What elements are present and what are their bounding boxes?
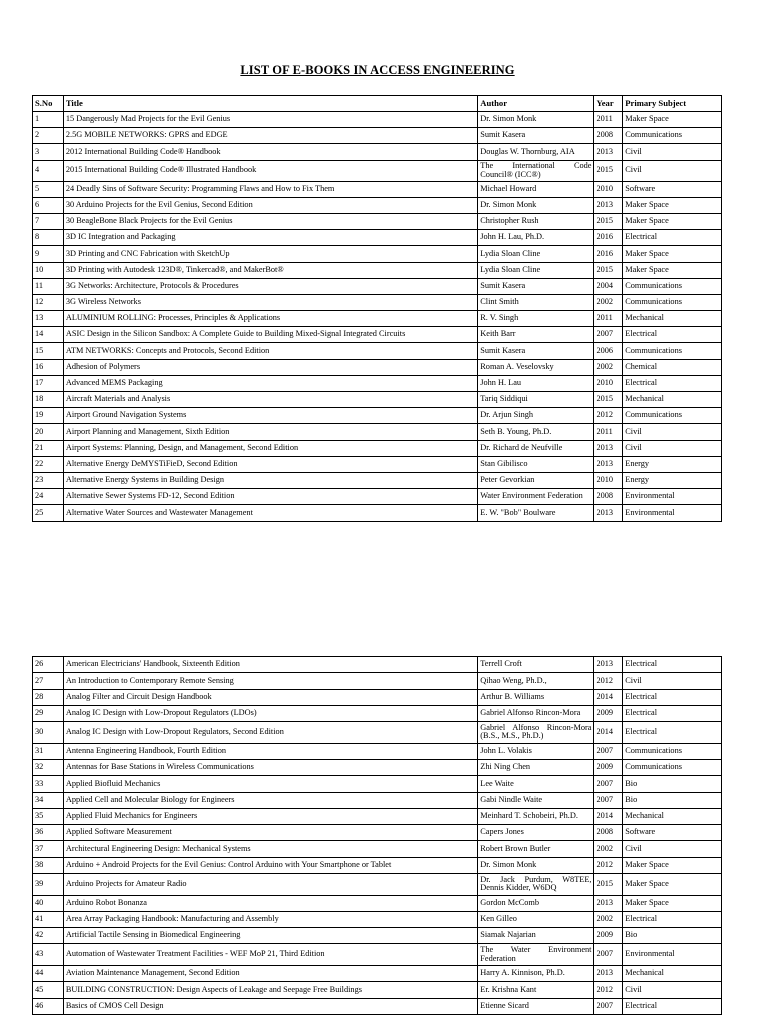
cell-sno: 28 <box>33 689 64 705</box>
cell-title: Arduino Projects for Amateur Radio <box>63 874 477 896</box>
table-row <box>33 911 722 927</box>
cell-title: 15 Dangerously Mad Projects for the Evil Genius <box>63 112 477 128</box>
table-row <box>33 722 722 744</box>
table-row <box>33 705 722 721</box>
cell-subject: Mechanical <box>623 808 722 824</box>
cell-title: Adhesion of Polymers <box>63 359 477 375</box>
cell-author: Sumit Kasera <box>478 278 594 294</box>
cell-subject: Bio <box>623 928 722 944</box>
cell-title: 2015 International Building Code® Illustrated Handbook <box>63 160 477 181</box>
cell-subject: Civil <box>623 144 722 160</box>
cell-sno: 40 <box>33 895 64 911</box>
table-row <box>33 440 722 456</box>
cell-author: Douglas W. Thornburg, AIA <box>478 144 594 160</box>
cell-subject: Maker Space <box>623 857 722 873</box>
cell-year: 2013 <box>594 144 623 160</box>
table-row <box>33 505 722 521</box>
ebooks-table-part-2 <box>32 656 722 1015</box>
table-row <box>33 375 722 391</box>
cell-year: 2010 <box>594 472 623 488</box>
cell-sno: 44 <box>33 965 64 981</box>
cell-sno: 29 <box>33 705 64 721</box>
cell-title: ASIC Design in the Silicon Sandbox: A Complete Guide to Building Mixed-Signal Integrated Circuits <box>63 327 477 343</box>
cell-sno: 25 <box>33 505 64 521</box>
cell-title: 2012 International Building Code® Handbook <box>63 144 477 160</box>
cell-year: 2007 <box>594 327 623 343</box>
table-row <box>33 895 722 911</box>
cell-author: Dr. Jack Purdum, W8TEE, Dennis Kidder, W6DQ <box>478 874 594 896</box>
cell-title: 3D Printing and CNC Fabrication with SketchUp <box>63 246 477 262</box>
cell-author: Clint Smith <box>478 294 594 310</box>
cell-subject: Communications <box>623 743 722 759</box>
cell-year: 2013 <box>594 440 623 456</box>
table-row <box>33 408 722 424</box>
cell-subject: Maker Space <box>623 874 722 896</box>
table-row <box>33 359 722 375</box>
cell-author: Harry A. Kinnison, Ph.D. <box>478 965 594 981</box>
cell-title: Arduino Robot Bonanza <box>63 895 477 911</box>
cell-subject: Mechanical <box>623 311 722 327</box>
cell-year: 2014 <box>594 722 623 744</box>
cell-author: Gordon McComb <box>478 895 594 911</box>
cell-sno: 42 <box>33 928 64 944</box>
cell-sno: 5 <box>33 181 64 197</box>
cell-author: Lydia Sloan Cline <box>478 246 594 262</box>
cell-year: 2016 <box>594 246 623 262</box>
table-row <box>33 489 722 505</box>
cell-author: Arthur B. Williams <box>478 689 594 705</box>
table-row <box>33 160 722 181</box>
header-author: Author <box>478 96 594 112</box>
cell-sno: 22 <box>33 456 64 472</box>
cell-title: 3D IC Integration and Packaging <box>63 230 477 246</box>
cell-sno: 35 <box>33 808 64 824</box>
cell-title: Aviation Maintenance Management, Second Edition <box>63 965 477 981</box>
cell-year: 2011 <box>594 311 623 327</box>
cell-title: Applied Software Measurement <box>63 825 477 841</box>
table-row <box>33 327 722 343</box>
cell-author: Peter Gevorkian <box>478 472 594 488</box>
cell-subject: Mechanical <box>623 965 722 981</box>
cell-year: 2013 <box>594 505 623 521</box>
table-row <box>33 181 722 197</box>
cell-author: Dr. Simon Monk <box>478 112 594 128</box>
cell-author: Gabriel Alfonso Rincon-Mora (B.S., M.S., Ph.D.) <box>478 722 594 744</box>
cell-author: Terrell Croft <box>478 657 594 673</box>
cell-year: 2007 <box>594 743 623 759</box>
cell-sno: 31 <box>33 743 64 759</box>
cell-title: BUILDING CONSTRUCTION: Design Aspects of Leakage and Seepage Free Buildings <box>63 982 477 998</box>
cell-sno: 16 <box>33 359 64 375</box>
cell-sno: 43 <box>33 944 64 966</box>
table-row <box>33 213 722 229</box>
cell-year: 2015 <box>594 392 623 408</box>
table-row <box>33 982 722 998</box>
cell-author: Keith Barr <box>478 327 594 343</box>
table-row <box>33 759 722 775</box>
cell-title: Airport Planning and Management, Sixth Edition <box>63 424 477 440</box>
cell-title: Architectural Engineering Design: Mechanical Systems <box>63 841 477 857</box>
cell-sno: 26 <box>33 657 64 673</box>
header-year: Year <box>594 96 623 112</box>
cell-subject: Maker Space <box>623 213 722 229</box>
cell-title: Applied Fluid Mechanics for Engineers <box>63 808 477 824</box>
cell-sno: 45 <box>33 982 64 998</box>
table-row <box>33 128 722 144</box>
cell-title: ATM NETWORKS: Concepts and Protocols, Second Edition <box>63 343 477 359</box>
cell-subject: Electrical <box>623 657 722 673</box>
cell-sno: 33 <box>33 776 64 792</box>
cell-year: 2008 <box>594 825 623 841</box>
cell-author: Seth B. Young, Ph.D. <box>478 424 594 440</box>
table-row <box>33 294 722 310</box>
table-row <box>33 825 722 841</box>
cell-year: 2006 <box>594 343 623 359</box>
table-row <box>33 841 722 857</box>
table-row <box>33 808 722 824</box>
cell-year: 2008 <box>594 489 623 505</box>
cell-title: 24 Deadly Sins of Software Security: Programming Flaws and How to Fix Them <box>63 181 477 197</box>
document-title: LIST OF E-BOOKS IN ACCESS ENGINEERING <box>240 63 515 77</box>
cell-sno: 2 <box>33 128 64 144</box>
cell-sno: 13 <box>33 311 64 327</box>
cell-sno: 8 <box>33 230 64 246</box>
cell-author: Etienne Sicard <box>478 998 594 1014</box>
cell-year: 2007 <box>594 776 623 792</box>
cell-subject: Electrical <box>623 230 722 246</box>
table-row <box>33 965 722 981</box>
cell-year: 2015 <box>594 874 623 896</box>
cell-sno: 14 <box>33 327 64 343</box>
cell-year: 2002 <box>594 359 623 375</box>
table-row <box>33 311 722 327</box>
cell-title: Analog IC Design with Low-Dropout Regulators, Second Edition <box>63 722 477 744</box>
cell-year: 2007 <box>594 944 623 966</box>
cell-subject: Communications <box>623 278 722 294</box>
table-row <box>33 197 722 213</box>
table-row <box>33 343 722 359</box>
table-row <box>33 857 722 873</box>
table-row <box>33 743 722 759</box>
ebooks-table-part-1 <box>32 95 722 522</box>
cell-year: 2012 <box>594 408 623 424</box>
cell-subject: Electrical <box>623 911 722 927</box>
cell-year: 2014 <box>594 808 623 824</box>
cell-subject: Bio <box>623 776 722 792</box>
cell-sno: 39 <box>33 874 64 896</box>
cell-subject: Maker Space <box>623 246 722 262</box>
cell-year: 2004 <box>594 278 623 294</box>
cell-subject: Electrical <box>623 327 722 343</box>
cell-title: Alternative Sewer Systems FD-12, Second Edition <box>63 489 477 505</box>
cell-author: Meinhard T. Schobeiri, Ph.D. <box>478 808 594 824</box>
cell-sno: 38 <box>33 857 64 873</box>
cell-title: Alternative Energy DeMYSTiFieD, Second Edition <box>63 456 477 472</box>
cell-author: Siamak Najarian <box>478 928 594 944</box>
cell-year: 2012 <box>594 982 623 998</box>
cell-year: 2013 <box>594 965 623 981</box>
cell-subject: Software <box>623 181 722 197</box>
cell-author: Tariq Siddiqui <box>478 392 594 408</box>
header-sno: S.No <box>33 96 64 112</box>
cell-author: Gabi Nindle Waite <box>478 792 594 808</box>
cell-subject: Communications <box>623 343 722 359</box>
cell-sno: 34 <box>33 792 64 808</box>
cell-subject: Civil <box>623 673 722 689</box>
cell-title: Applied Cell and Molecular Biology for Engineers <box>63 792 477 808</box>
cell-year: 2010 <box>594 375 623 391</box>
cell-title: Alternative Energy Systems in Building Design <box>63 472 477 488</box>
cell-author: Christopher Rush <box>478 213 594 229</box>
cell-sno: 12 <box>33 294 64 310</box>
cell-year: 2008 <box>594 128 623 144</box>
cell-author: Sumit Kasera <box>478 128 594 144</box>
cell-year: 2012 <box>594 673 623 689</box>
cell-subject: Civil <box>623 982 722 998</box>
cell-subject: Bio <box>623 792 722 808</box>
cell-title: Antennas for Base Stations in Wireless Communications <box>63 759 477 775</box>
cell-sno: 7 <box>33 213 64 229</box>
cell-author: Ken Gilleo <box>478 911 594 927</box>
cell-sno: 18 <box>33 392 64 408</box>
cell-year: 2009 <box>594 705 623 721</box>
cell-author: Dr. Richard de Neufville <box>478 440 594 456</box>
cell-year: 2007 <box>594 998 623 1014</box>
cell-sno: 32 <box>33 759 64 775</box>
cell-author: Qihao Weng, Ph.D., <box>478 673 594 689</box>
cell-subject: Maker Space <box>623 895 722 911</box>
cell-subject: Civil <box>623 440 722 456</box>
cell-author: Zhi Ning Chen <box>478 759 594 775</box>
cell-sno: 37 <box>33 841 64 857</box>
table-row <box>33 278 722 294</box>
cell-title: 3D Printing with Autodesk 123D®, Tinkercad®, and MakerBot® <box>63 262 477 278</box>
cell-sno: 19 <box>33 408 64 424</box>
cell-author: Michael Howard <box>478 181 594 197</box>
cell-title: 30 BeagleBone Black Projects for the Evil Genius <box>63 213 477 229</box>
table-row <box>33 673 722 689</box>
cell-subject: Maker Space <box>623 112 722 128</box>
table-row <box>33 456 722 472</box>
cell-author: Dr. Arjun Singh <box>478 408 594 424</box>
cell-subject: Communications <box>623 128 722 144</box>
cell-title: Airport Systems: Planning, Design, and Management, Second Edition <box>63 440 477 456</box>
cell-year: 2011 <box>594 112 623 128</box>
cell-title: American Electricians' Handbook, Sixteenth Edition <box>63 657 477 673</box>
cell-author: Sumit Kasera <box>478 343 594 359</box>
cell-subject: Chemical <box>623 359 722 375</box>
cell-year: 2014 <box>594 689 623 705</box>
table-row <box>33 874 722 896</box>
cell-author: John H. Lau <box>478 375 594 391</box>
cell-subject: Civil <box>623 160 722 181</box>
cell-year: 2007 <box>594 792 623 808</box>
cell-year: 2013 <box>594 197 623 213</box>
cell-title: Area Array Packaging Handbook: Manufacturing and Assembly <box>63 911 477 927</box>
cell-title: Artificial Tactile Sensing in Biomedical Engineering <box>63 928 477 944</box>
table-row <box>33 928 722 944</box>
cell-author: Dr. Simon Monk <box>478 197 594 213</box>
table-row <box>33 792 722 808</box>
cell-subject: Maker Space <box>623 262 722 278</box>
cell-author: E. W. "Bob" Boulware <box>478 505 594 521</box>
cell-title: Airport Ground Navigation Systems <box>63 408 477 424</box>
cell-sno: 6 <box>33 197 64 213</box>
table-row <box>33 144 722 160</box>
table-row <box>33 472 722 488</box>
cell-author: John H. Lau, Ph.D. <box>478 230 594 246</box>
header-primary-subject: Primary Subject <box>623 96 722 112</box>
cell-year: 2002 <box>594 841 623 857</box>
cell-sno: 23 <box>33 472 64 488</box>
table-row <box>33 689 722 705</box>
cell-sno: 20 <box>33 424 64 440</box>
cell-subject: Electrical <box>623 689 722 705</box>
cell-sno: 15 <box>33 343 64 359</box>
cell-title: Advanced MEMS Packaging <box>63 375 477 391</box>
cell-title: An Introduction to Contemporary Remote Sensing <box>63 673 477 689</box>
cell-year: 2009 <box>594 928 623 944</box>
cell-subject: Environmental <box>623 489 722 505</box>
cell-subject: Electrical <box>623 722 722 744</box>
cell-subject: Communications <box>623 294 722 310</box>
cell-title: Analog IC Design with Low-Dropout Regulators (LDOs) <box>63 705 477 721</box>
table-row <box>33 112 722 128</box>
cell-sno: 27 <box>33 673 64 689</box>
cell-sno: 1 <box>33 112 64 128</box>
table-row <box>33 776 722 792</box>
cell-author: Robert Brown Butler <box>478 841 594 857</box>
cell-subject: Electrical <box>623 375 722 391</box>
cell-year: 2015 <box>594 213 623 229</box>
table-row <box>33 392 722 408</box>
cell-sno: 21 <box>33 440 64 456</box>
table-row <box>33 657 722 673</box>
cell-sno: 46 <box>33 998 64 1014</box>
cell-title: Aircraft Materials and Analysis <box>63 392 477 408</box>
cell-sno: 30 <box>33 722 64 744</box>
cell-sno: 4 <box>33 160 64 181</box>
cell-sno: 10 <box>33 262 64 278</box>
cell-author: The Water Environment Federation <box>478 944 594 966</box>
cell-author: Roman A. Veselovsky <box>478 359 594 375</box>
cell-year: 2013 <box>594 456 623 472</box>
cell-year: 2013 <box>594 895 623 911</box>
cell-sno: 9 <box>33 246 64 262</box>
table-row <box>33 944 722 966</box>
table-row <box>33 262 722 278</box>
cell-subject: Environmental <box>623 505 722 521</box>
cell-year: 2015 <box>594 160 623 181</box>
cell-author: Gabriel Alfonso Rincon-Mora <box>478 705 594 721</box>
header-title: Title <box>63 96 477 112</box>
cell-author: Stan Gibilisco <box>478 456 594 472</box>
cell-year: 2010 <box>594 181 623 197</box>
cell-sno: 41 <box>33 911 64 927</box>
cell-title: Analog Filter and Circuit Design Handbook <box>63 689 477 705</box>
cell-year: 2011 <box>594 424 623 440</box>
cell-year: 2002 <box>594 294 623 310</box>
cell-subject: Maker Space <box>623 197 722 213</box>
cell-subject: Communications <box>623 408 722 424</box>
cell-sno: 24 <box>33 489 64 505</box>
cell-title: Alternative Water Sources and Wastewater Management <box>63 505 477 521</box>
cell-sno: 3 <box>33 144 64 160</box>
cell-title: ALUMINIUM ROLLING: Processes, Principles & Applications <box>63 311 477 327</box>
cell-author: John L. Volakis <box>478 743 594 759</box>
cell-subject: Civil <box>623 841 722 857</box>
cell-title: Arduino + Android Projects for the Evil Genius: Control Arduino with Your Smartphone or Tablet <box>63 857 477 873</box>
cell-subject: Environmental <box>623 944 722 966</box>
cell-subject: Energy <box>623 456 722 472</box>
cell-title: Basics of CMOS Cell Design <box>63 998 477 1014</box>
cell-title: 3G Networks: Architecture, Protocols & Procedures <box>63 278 477 294</box>
cell-sno: 36 <box>33 825 64 841</box>
cell-subject: Electrical <box>623 998 722 1014</box>
cell-subject: Energy <box>623 472 722 488</box>
cell-author: Lydia Sloan Cline <box>478 262 594 278</box>
cell-subject: Mechanical <box>623 392 722 408</box>
table-row <box>33 246 722 262</box>
cell-author: Capers Jones <box>478 825 594 841</box>
cell-title: 2.5G MOBILE NETWORKS: GPRS and EDGE <box>63 128 477 144</box>
cell-year: 2002 <box>594 911 623 927</box>
table-header-row <box>33 96 722 112</box>
cell-title: 30 Arduino Projects for the Evil Genius, Second Edition <box>63 197 477 213</box>
cell-year: 2012 <box>594 857 623 873</box>
cell-title: Antenna Engineering Handbook, Fourth Edition <box>63 743 477 759</box>
cell-year: 2009 <box>594 759 623 775</box>
cell-author: R. V. Singh <box>478 311 594 327</box>
cell-title: 3G Wireless Networks <box>63 294 477 310</box>
cell-title: Automation of Wastewater Treatment Facilities - WEF MoP 21, Third Edition <box>63 944 477 966</box>
cell-subject: Electrical <box>623 705 722 721</box>
cell-year: 2016 <box>594 230 623 246</box>
cell-year: 2013 <box>594 657 623 673</box>
cell-author: Water Environment Federation <box>478 489 594 505</box>
table-row <box>33 998 722 1014</box>
cell-subject: Civil <box>623 424 722 440</box>
cell-author: Dr. Simon Monk <box>478 857 594 873</box>
cell-sno: 17 <box>33 375 64 391</box>
cell-sno: 11 <box>33 278 64 294</box>
cell-subject: Software <box>623 825 722 841</box>
cell-author: Lee Waite <box>478 776 594 792</box>
table-row <box>33 230 722 246</box>
table-row <box>33 424 722 440</box>
cell-year: 2015 <box>594 262 623 278</box>
cell-author: Er. Krishna Kant <box>478 982 594 998</box>
cell-author: The International Code Council® (ICC®) <box>478 160 594 181</box>
cell-subject: Communications <box>623 759 722 775</box>
cell-title: Applied Biofluid Mechanics <box>63 776 477 792</box>
